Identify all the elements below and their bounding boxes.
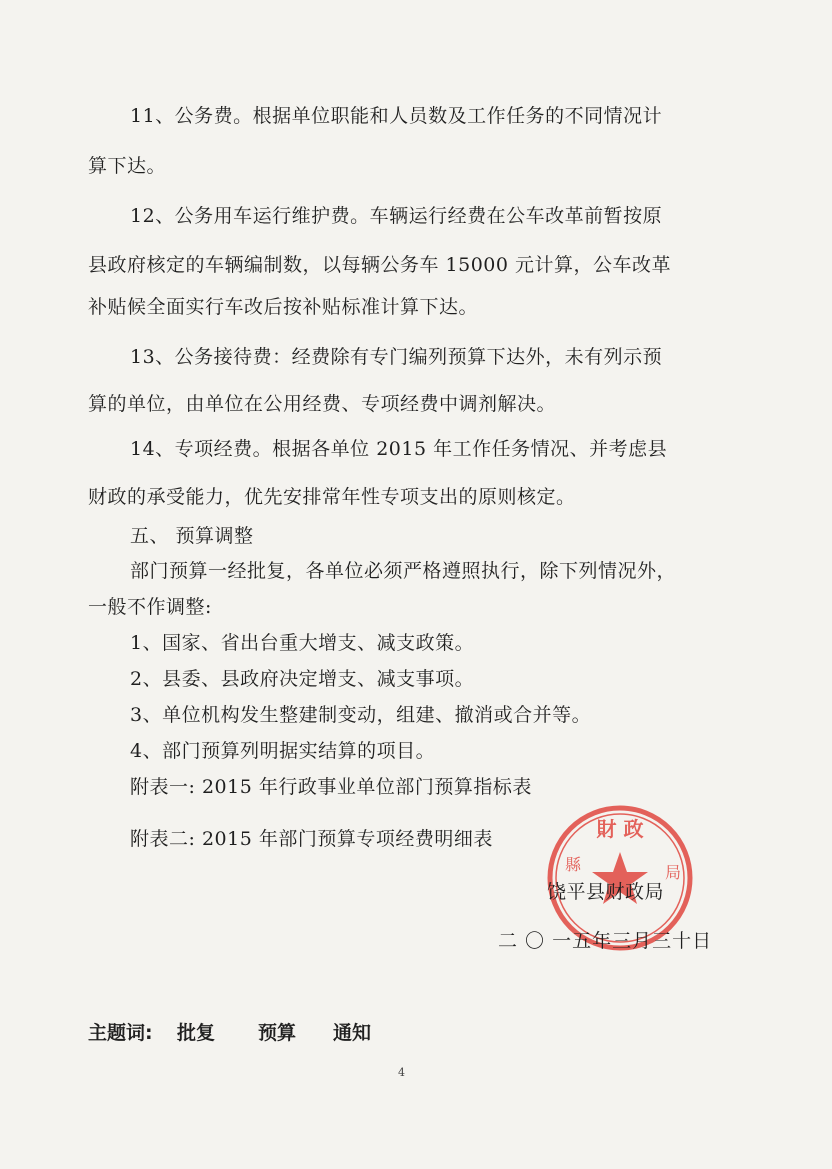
- attachment-1: 附表一: 2015 年行政事业单位部门预算指标表: [130, 776, 532, 798]
- adjustment-item-3: 3、单位机构发生整建制变动，组建、撤消或合并等。: [130, 704, 592, 726]
- keyword-3: 通知: [333, 1022, 372, 1044]
- svg-text:局: 局: [665, 863, 682, 882]
- section-5-intro-line-1: 部门预算一经批复，各单位必须严格遵照执行，除下列情况外，: [130, 560, 677, 582]
- adjustment-item-1: 1、国家、省出台重大增支、减支政策。: [130, 632, 475, 654]
- section-5-intro-line-2: 一般不作调整:: [88, 596, 212, 618]
- adjustment-item-2: 2、县委、县政府决定增支、减支事项。: [130, 668, 475, 690]
- svg-text:縣: 縣: [565, 855, 582, 874]
- page-number: 4: [398, 1066, 405, 1079]
- item-11-line-2: 算下达。: [88, 155, 167, 177]
- keyword-2: 预算: [258, 1022, 297, 1044]
- item-14-line-2: 财政的承受能力，优先安排常年性专项支出的原则核定。: [88, 486, 576, 508]
- issuing-organization: 饶平县财政局: [547, 881, 665, 903]
- keywords-label: 主题词:: [88, 1022, 153, 1044]
- item-12-line-2: 县政府核定的车辆编制数，以每辆公务车 15000 元计算，公车改革: [88, 254, 672, 276]
- item-12-line-1: 12、公务用车运行维护费。车辆运行经费在公车改革前暂按原: [130, 205, 663, 227]
- svg-text:財 政: 財 政: [596, 817, 644, 841]
- item-12-line-3: 补贴候全面实行车改后按补贴标准计算下达。: [88, 296, 479, 318]
- issue-date: 二 〇 一五年三月三十日: [498, 930, 713, 952]
- keyword-1: 批复: [177, 1022, 216, 1044]
- item-14-line-1: 14、专项经费。根据各单位 2015 年工作任务情况、并考虑县: [130, 438, 668, 460]
- item-11-line-1: 11、公务费。根据单位职能和人员数及工作任务的不同情况计: [130, 105, 663, 127]
- section-5-heading: 五、 预算调整: [130, 525, 254, 547]
- item-13-line-2: 算的单位，由单位在公用经费、专项经费中调剂解决。: [88, 393, 557, 415]
- item-13-line-1: 13、公务接待费：经费除有专门编列预算下达外，未有列示预: [130, 346, 663, 368]
- attachment-2: 附表二: 2015 年部门预算专项经费明细表: [130, 828, 493, 850]
- adjustment-item-4: 4、部门预算列明据实结算的项目。: [130, 740, 436, 762]
